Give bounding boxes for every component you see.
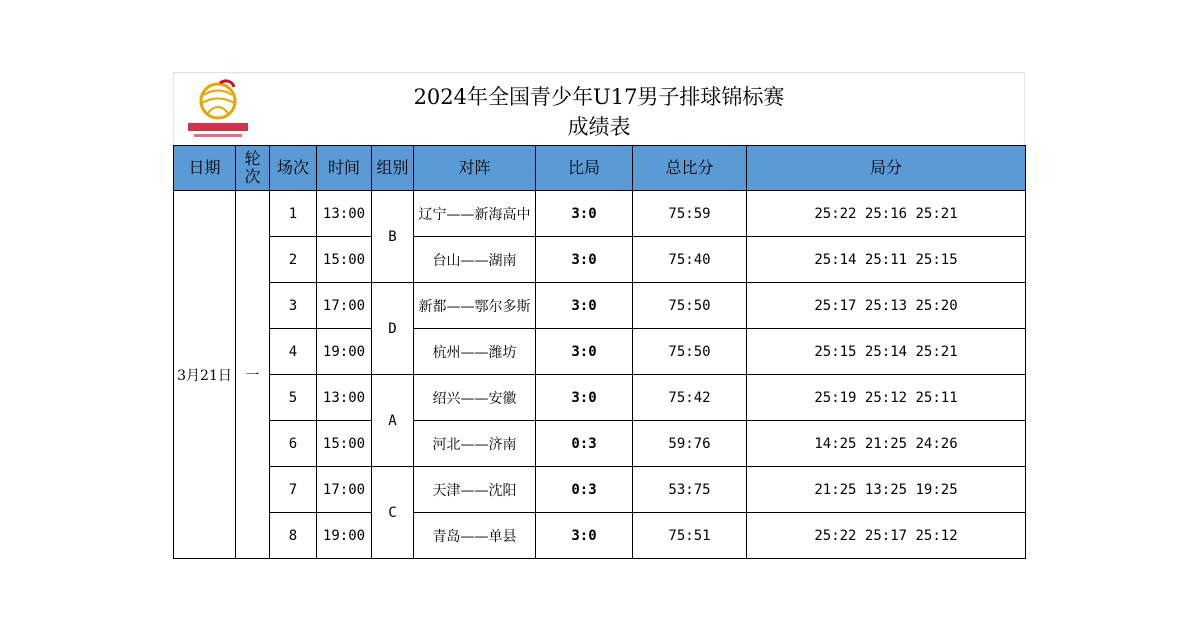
sets-cell: 25:19 25:12 25:11: [747, 375, 1026, 421]
table-row: [174, 513, 1026, 559]
header-points: 总比分: [633, 146, 747, 191]
points-cell: 75:42: [633, 375, 747, 421]
sets-cell: 25:15 25:14 25:21: [747, 329, 1026, 375]
header-matchup: 对阵: [414, 146, 536, 191]
matchup-cell: 杭州——潍坊: [414, 329, 536, 375]
sets-cell: 25:22 25:17 25:12: [747, 513, 1026, 559]
time-cell: 15:00: [317, 237, 372, 283]
points-cell: 53:75: [633, 467, 747, 513]
group-cell: D: [372, 283, 414, 375]
results-sheet: [173, 72, 1025, 558]
header-time: 时间: [317, 146, 372, 191]
match-no-cell: 8: [270, 513, 317, 559]
table-row: [174, 329, 1026, 375]
time-cell: 15:00: [317, 421, 372, 467]
results-table: [173, 145, 1026, 559]
sets-cell: 25:22 25:16 25:21: [747, 191, 1026, 237]
header-group: 组别: [372, 146, 414, 191]
table-row: [174, 467, 1026, 513]
points-cell: 75:51: [633, 513, 747, 559]
score-cell: 3:0: [536, 283, 633, 329]
score-cell: 3:0: [536, 237, 633, 283]
points-cell: 75:40: [633, 237, 747, 283]
group-cell: C: [372, 467, 414, 559]
matchup-cell: 绍兴——安徽: [414, 375, 536, 421]
table-row: [174, 237, 1026, 283]
sets-cell: 21:25 13:25 19:25: [747, 467, 1026, 513]
header-round: 轮 次: [236, 146, 270, 191]
score-cell: 3:0: [536, 513, 633, 559]
matchup-cell: 辽宁——新海高中: [414, 191, 536, 237]
score-cell: 0:3: [536, 421, 633, 467]
score-cell: 0:3: [536, 467, 633, 513]
time-cell: 13:00: [317, 191, 372, 237]
match-no-cell: 1: [270, 191, 317, 237]
match-no-cell: 6: [270, 421, 317, 467]
time-cell: 13:00: [317, 375, 372, 421]
match-no-cell: 3: [270, 283, 317, 329]
table-row: [174, 191, 1026, 237]
time-cell: 19:00: [317, 513, 372, 559]
matchup-cell: 天津——沈阳: [414, 467, 536, 513]
header-date: 日期: [174, 146, 236, 191]
sets-cell: 14:25 21:25 24:26: [747, 421, 1026, 467]
matchup-cell: 青岛——单县: [414, 513, 536, 559]
match-no-cell: 5: [270, 375, 317, 421]
group-cell: A: [372, 375, 414, 467]
points-cell: 75:50: [633, 283, 747, 329]
score-cell: 3:0: [536, 191, 633, 237]
match-no-cell: 4: [270, 329, 317, 375]
header-score: 比局: [536, 146, 633, 191]
header-sets: 局分: [747, 146, 1026, 191]
title-block: [173, 72, 1025, 145]
matchup-cell: 河北——济南: [414, 421, 536, 467]
match-no-cell: 7: [270, 467, 317, 513]
page-title: 2024年全国青少年U17男子排球锦标赛: [413, 85, 785, 109]
date-cell: 3月21日: [174, 191, 236, 559]
time-cell: 19:00: [317, 329, 372, 375]
table-row: [174, 375, 1026, 421]
sets-cell: 25:14 25:11 25:15: [747, 237, 1026, 283]
table-row: [174, 421, 1026, 467]
page-subtitle: 成绩表: [567, 115, 631, 139]
matchup-cell: 新都——鄂尔多斯: [414, 283, 536, 329]
time-cell: 17:00: [317, 467, 372, 513]
sets-cell: 25:17 25:13 25:20: [747, 283, 1026, 329]
header-match-no: 场次: [270, 146, 317, 191]
matchup-cell: 台山——湖南: [414, 237, 536, 283]
score-cell: 3:0: [536, 329, 633, 375]
points-cell: 75:50: [633, 329, 747, 375]
points-cell: 75:59: [633, 191, 747, 237]
score-cell: 3:0: [536, 375, 633, 421]
match-no-cell: 2: [270, 237, 317, 283]
round-cell: 一: [236, 191, 270, 559]
table-row: [174, 283, 1026, 329]
time-cell: 17:00: [317, 283, 372, 329]
points-cell: 59:76: [633, 421, 747, 467]
group-cell: B: [372, 191, 414, 283]
table-header-row: [174, 146, 1026, 191]
